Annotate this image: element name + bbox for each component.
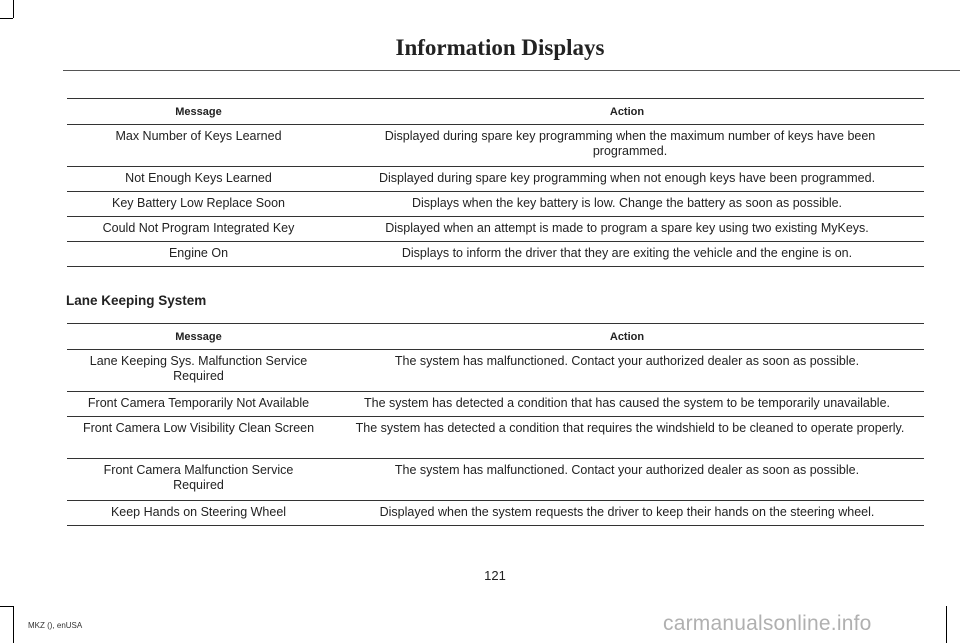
action-cell: The system has detected a condition that requires the windshield to be cleaned to operate properly. bbox=[330, 417, 924, 459]
action-cell: Displayed when the system requests the driver to keep their hands on the steering wheel. bbox=[330, 501, 924, 526]
message-cell: Engine On bbox=[67, 242, 330, 267]
table-row bbox=[67, 417, 924, 459]
page-title: Information Displays bbox=[395, 35, 605, 60]
message-cell: Max Number of Keys Learned bbox=[67, 125, 330, 167]
message-cell: Front Camera Malfunction Service Required bbox=[67, 459, 330, 501]
action-cell: Displayed when an attempt is made to program a spare key using two existing MyKeys. bbox=[330, 217, 924, 242]
crop-mark-top-left-h bbox=[0, 18, 13, 19]
action-cell: The system has malfunctioned. Contact your authorized dealer as soon as possible. bbox=[330, 350, 924, 392]
message-cell: Keep Hands on Steering Wheel bbox=[67, 501, 330, 526]
crop-mark-bottom-left-v bbox=[13, 606, 14, 643]
action-cell: The system has malfunctioned. Contact your authorized dealer as soon as possible. bbox=[330, 459, 924, 501]
header-rule bbox=[63, 70, 960, 71]
table-row bbox=[67, 350, 924, 392]
action-cell: Displayed during spare key programming when not enough keys have been programmed. bbox=[330, 167, 924, 192]
lane-keeping-message-table bbox=[67, 323, 924, 526]
column-header-action: Action bbox=[330, 99, 924, 125]
table-row bbox=[67, 459, 924, 501]
crop-mark-bottom-left-h bbox=[0, 606, 13, 607]
table-row bbox=[67, 242, 924, 267]
document-code: MKZ (), enUSA bbox=[28, 621, 83, 630]
table-row bbox=[67, 125, 924, 167]
action-cell: Displays when the key battery is low. Change the battery as soon as possible. bbox=[330, 192, 924, 217]
crop-mark-top-left-v bbox=[13, 0, 14, 18]
message-cell: Front Camera Temporarily Not Available bbox=[67, 392, 330, 417]
message-cell: Front Camera Low Visibility Clean Screen bbox=[67, 417, 330, 459]
watermark: carmanualsonline.info bbox=[663, 612, 872, 635]
action-cell: The system has detected a condition that has caused the system to be temporarily unavailable. bbox=[330, 392, 924, 417]
action-cell: Displayed during spare key programming when the maximum number of keys have been programmed. bbox=[330, 125, 924, 167]
keys-message-table bbox=[67, 98, 924, 267]
table-row bbox=[67, 192, 924, 217]
table-row bbox=[67, 167, 924, 192]
message-cell: Not Enough Keys Learned bbox=[67, 167, 330, 192]
section-heading: Lane Keeping System bbox=[66, 293, 207, 308]
message-cell: Could Not Program Integrated Key bbox=[67, 217, 330, 242]
column-header-action: Action bbox=[330, 324, 924, 350]
table-row bbox=[67, 217, 924, 242]
column-header-message: Message bbox=[67, 324, 330, 350]
column-header-message: Message bbox=[67, 99, 330, 125]
table-row bbox=[67, 501, 924, 526]
action-cell: Displays to inform the driver that they are exiting the vehicle and the engine is on. bbox=[330, 242, 924, 267]
message-cell: Lane Keeping Sys. Malfunction Service Required bbox=[67, 350, 330, 392]
page-number: 121 bbox=[484, 568, 506, 583]
message-cell: Key Battery Low Replace Soon bbox=[67, 192, 330, 217]
crop-mark-bottom-right-v bbox=[946, 606, 947, 643]
table-row bbox=[67, 392, 924, 417]
